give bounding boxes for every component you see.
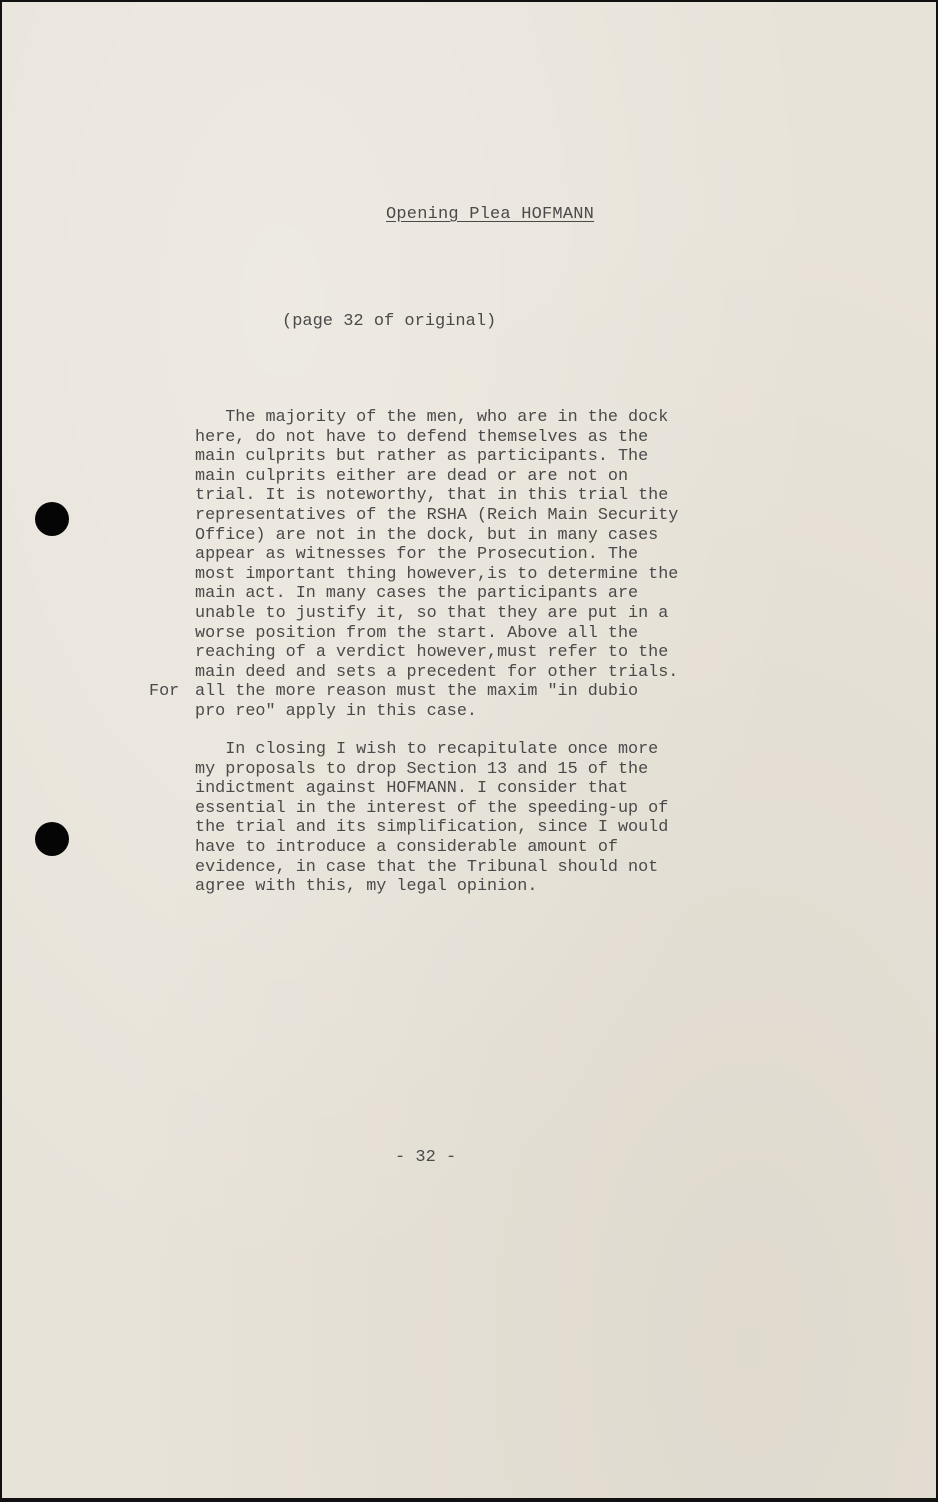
page-number: - 32 - [395, 1148, 457, 1167]
punch-hole [35, 502, 69, 536]
margin-note: For [149, 682, 180, 701]
document-title: Opening Plea HOFMANN [386, 205, 595, 224]
paragraph: In closing I wish to recapitulate once more my proposals to drop Section 13 and 15 of the indictment against HOFMANN. I consider that essential in the interest of the speeding-up of the trial and its simplification, since I would have to introduce a considerable amount of evidence, in case that the Tribunal should not agree with this, my legal opinion. [195, 740, 669, 897]
paragraph: The majority of the men, who are in the dock here, do not have to defend themselves as the main culprits but rather as participants. The main culprits either are dead or are not on trial. It is noteworthy, that in this trial the representatives of the RSHA (Reich Main Security Office) are not in the dock, but in many cases appear as witnesses for the Prosecution. The most important thing however,is to determine the main act. In many cases the participants are unable to justify it, so that they are put in a worse position from the start. Above all the reaching of a verdict however,must refer to the main deed and sets a precedent for other trials. all the more reason must the maxim "in dubio pro reo" apply in this case. [195, 408, 679, 721]
document-page [2, 2, 936, 1498]
page-reference: (page 32 of original) [282, 312, 497, 331]
punch-hole [35, 822, 69, 856]
